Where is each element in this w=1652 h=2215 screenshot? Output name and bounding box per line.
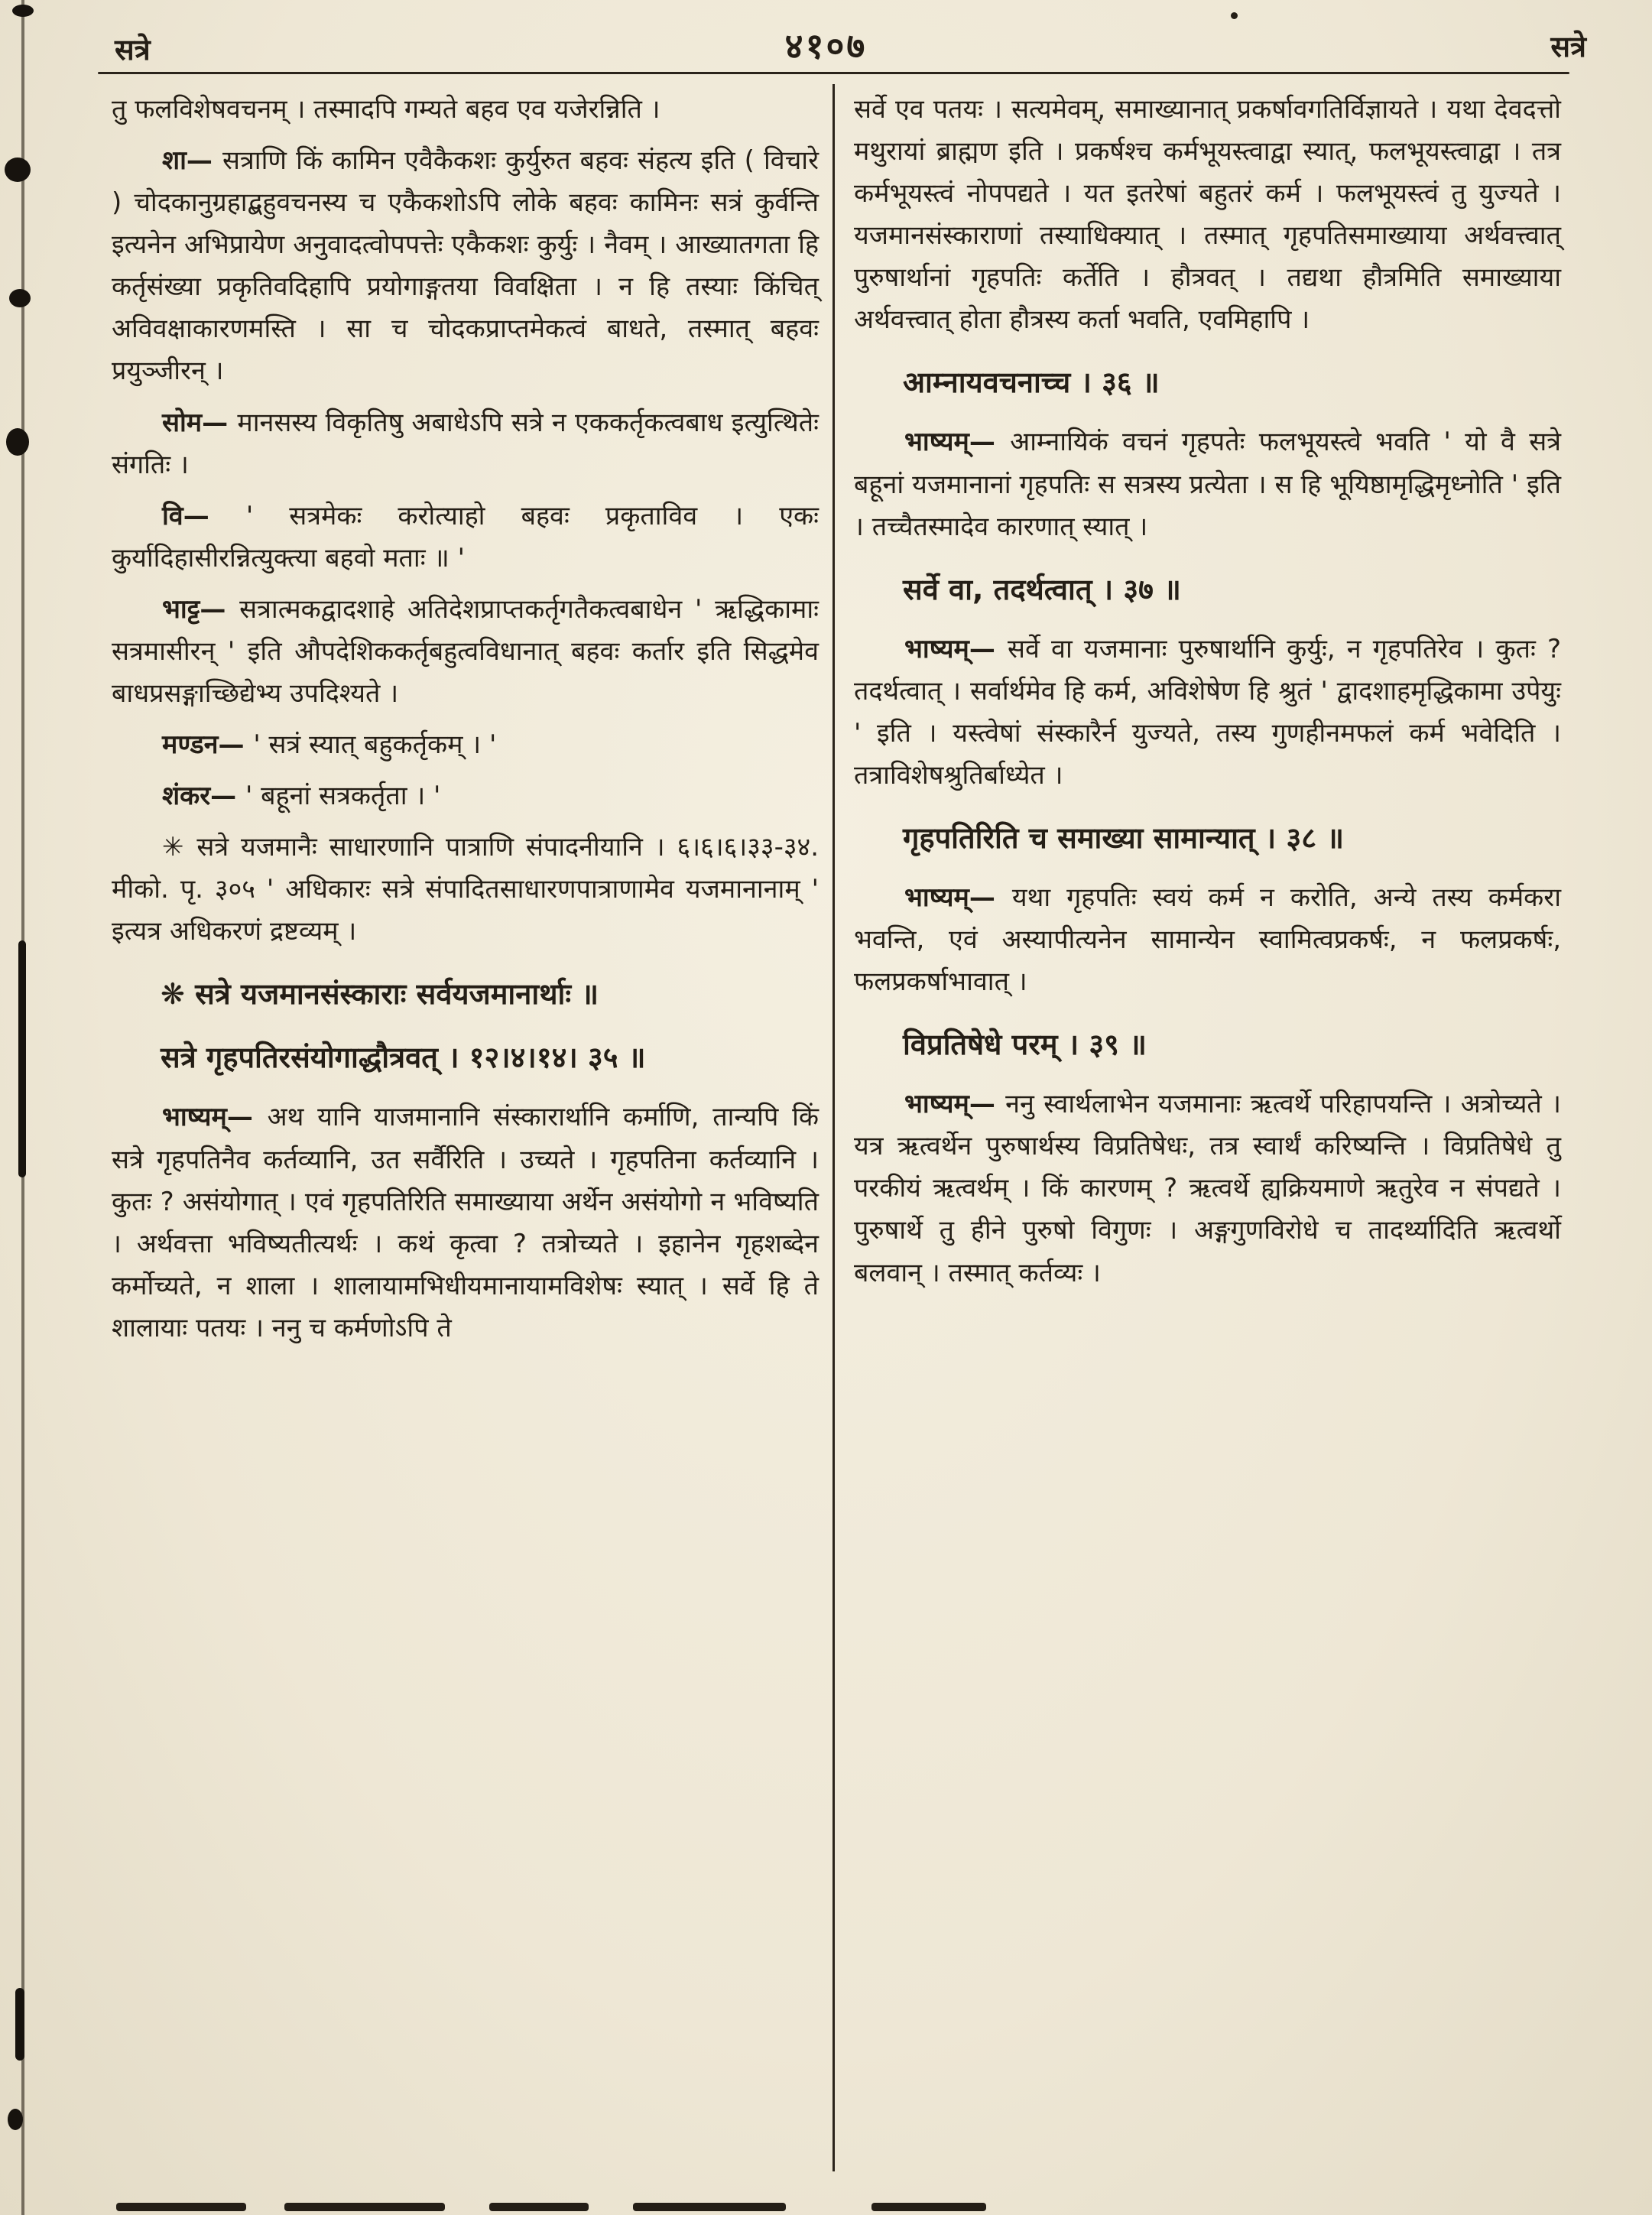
paragraph: शंकर— ' बहूनां सत्रकर्तृता । ' [162, 781, 441, 812]
paragraph: भाष्यम्— आम्नायिकं वचनं गृहपतेः फलभूयस्त्वे भवति ' यो वै सत्रे बहूनां यजमानानां गृहपतिः स सत्रस्य प्रत्येता । स हि भूयिष्ठामृद्धिमृध्नोति ' इति । तच्चैतस्मादेव कारणात् स्यात् । [854, 427, 1561, 542]
header-rule [98, 72, 1569, 74]
paragraph: भाष्यम्— सर्वे वा यजमानाः पुरुषार्थानि कुर्युः, न गृहपतिरेव । कुतः ? तदर्थत्वात् । सर्वार्थमेव हि कर्म, अविशेषेण हि श्रुतं ' द्वादशाहमृद्धिकामा उपेयुः ' इति । यस्त्वेषां संस्कारैर्न युज्यते, तस्य गुणहीनमफलं कर्म भवेदिति । तत्राविशेषश्रुतिर्बाध्येत । [854, 633, 1562, 791]
scan-artifact [8, 2109, 23, 2130]
page-body [112, 89, 1561, 1359]
scan-artifact [6, 428, 29, 456]
paragraph: तु फलविशेषवचनम् । तस्मादपि गम्यते बहव एव यजेरन्निति । [112, 94, 660, 125]
right-column [854, 89, 1561, 1359]
sutra-line: विप्रतिषेधे परम् । ३९ ॥ [903, 1028, 1147, 1062]
paragraph: सर्वे एव पतयः । सत्यमेवम्, समाख्यानात् प्रकर्षावगतिर्विज्ञायते । यथा देवदत्तो मथुरायां ब्राह्मण इति । प्रकर्षश्च कर्मभूयस्त्वाद्वा स्यात्, फलभूयस्त्वाद्वा । तत्र कर्मभूयस्त्वं नोपपद्यते । यत इतरेषां बहुतरं कर्म । फलभूयस्त्वं तु युज्यते । यजमानसंस्काराणां तस्याधिक्यात् । तस्मात् गृहपतिसमाख्याया अर्थवत्त्वात् पुरुषार्थानां गृहपतिः कर्तेति । हौत्रवत् । तद्यथा हौत्रमिति समाख्याया अर्थवत्त्वात् होता हौत्रस्य कर्ता भवति, एवमिहापि । [854, 94, 1561, 336]
cutoff-text-fragment [489, 2203, 589, 2211]
scan-artifact [1231, 12, 1238, 19]
scan-artifact [5, 158, 31, 182]
paragraph: भाष्यम्— अथ यानि याजमानानि संस्कारार्थानि कर्माणि, तान्यपि किं सत्रे गृहपतिनैव कर्तव्यानि, उत सर्वैरिति । उच्यते । गृहपतिना कर्तव्यानि । कुतः ? असंयोगात् । एवं गृहपतिरिति समाख्याया अर्थेन असंयोगो न भविष्यति । अर्थवत्ता भविष्यतीत्यर्थः । कथं कृत्वा ? तत्रोच्यते । इहानेन गृहशब्देन कर्मोच्यते, न शाला । शालायामभिधीयमानायामविशेषः स्यात् । सर्वे हि ते शालायाः पतयः । ननु च कर्मणोऽपि ते [112, 1102, 819, 1343]
speaker-label: मण्डन— [162, 729, 254, 761]
paragraph: वि— ' सत्रमेकः करोत्याहो बहवः प्रकृताविव । एकः कुर्यादिहासीरन्नित्युक्त्या बहवो मताः ॥ ' [112, 500, 819, 573]
speaker-label: ✳ [162, 832, 197, 863]
paragraph: ✳ सत्रे यजमानैः साधारणानि पात्राणि संपादनीयानि । ६।६।६।३३-३४. मीको. पृ. ३०५ ' अधिकारः सत्रे संपादितसाधारणपात्राणामेव यजमानानाम् ' इत्यत्र अधिकरणं द्रष्टव्यम् । [112, 832, 820, 947]
scan-artifact [15, 1988, 24, 2061]
left-column [112, 89, 819, 1359]
paragraph: भाष्यम्— ननु स्वार्थलाभेन यजमानाः ऋत्वर्थे परिहापयन्ति । अत्रोच्यते । यत्र ऋत्वर्थेन पुरुषार्थस्य विप्रतिषेधः, तत्र स्वार्थं करिष्यन्ति । विप्रतिषेधे तु परकीयं ऋत्वर्थम् । किं कारणम् ? ऋत्वर्थे ह्यक्रियमाणे ऋतुरेव न संपद्यते । पुरुषार्थे तु हीने पुरुषो विगुणः । अङ्गगुणविरोधे च तादर्थ्यादिति ऋत्वर्थो बलवान् । तस्मात् कर्तव्यः । [854, 1089, 1561, 1288]
speaker-label: भाट्ट— [162, 593, 240, 625]
running-head-right: सत्रे [1550, 30, 1586, 63]
speaker-label: सोम— [162, 407, 238, 438]
paragraph: भाष्यम्— यथा गृहपतिः स्वयं कर्म न करोति, अन्ये तस्य कर्मकरा भवन्ति, एवं अस्यापीत्यनेन सामान्येन स्वामित्वप्रकर्षः, न फलप्रकर्षः, फलप्रकर्षाभावात् । [854, 882, 1562, 998]
speaker-label: शंकर— [162, 781, 245, 812]
cutoff-text-fragment [284, 2203, 445, 2211]
sutra-line: सर्वे वा, तदर्थत्वात् । ३७ ॥ [903, 572, 1181, 606]
speaker-label: भाष्यम्— [904, 882, 1012, 914]
speaker-label: वि— [162, 500, 246, 531]
sutra-line: ❋ सत्रे यजमानसंस्काराः सर्वयजमानार्थाः ॥ [161, 977, 599, 1012]
sutra-line: सत्रे गृहपतिरसंयोगाद्धौत्रवत् । १२।४।१४। ३५ ॥ [161, 1041, 646, 1075]
paragraph: मण्डन— ' सत्रं स्यात् बहुकर्तृकम् । ' [162, 729, 497, 761]
paragraph: सोम— मानसस्य विकृतिषु अबाधेऽपि सत्रे न एककर्तृकत्वबाध इत्युत्थितेः संगतिः । [112, 407, 819, 480]
cutoff-text-fragment [871, 2203, 986, 2211]
speaker-label: भाष्यम्— [904, 427, 1011, 458]
speaker-label: ❋ [161, 977, 196, 1012]
cutoff-text-fragment [633, 2203, 786, 2211]
scan-artifact [9, 289, 31, 307]
paragraph: शा— सत्राणि किं कामिन एवैकैकशः कुर्युरुत बहवः संहत्य इति ( विचारे ) चोदकानुग्रहाद्बहुवचनस्य च एकैकशोऽपि लोके बहवः कामिनः सत्रं कुर्वन्ति इत्यनेन अभिप्रायेण अनुवादत्वोपपत्तेः एकैकशः कुर्युः । नैवम् । आख्यातगता हि कर्तृसंख्या प्रकृतिवदिहापि प्रयोगाङ्गतया विवक्षिता । न हि तस्याः किंचित् अविवक्षाकारणमस्ति । सा च चोदकप्राप्तमेकत्वं बाधते, तस्मात् बहवः प्रयुञ्जीरन् । [112, 145, 819, 387]
scan-artifact [18, 940, 26, 1177]
speaker-label: भाष्यम्— [162, 1102, 268, 1133]
sutra-line: आम्नायवचनाच्च । ३६ ॥ [903, 365, 1160, 400]
cutoff-text-fragment [116, 2203, 246, 2211]
speaker-label: भाष्यम्— [904, 1089, 1006, 1120]
running-head-left: सत्रे [115, 33, 151, 67]
paragraph: भाट्ट— सत्रात्मकद्वादशाहे अतिदेशप्राप्तकर्तृगतैकत्वबाधेन ' ऋद्धिकामाः सत्रमासीरन् ' इति औपदेशिककर्तृबहुत्वविधानात् बहवः कर्तार इति सिद्धमेव बाधप्रसङ्गाच्छिद्येभ्य उपदिश्यते । [112, 593, 820, 710]
speaker-label: भाष्यम्— [904, 633, 1008, 664]
scan-artifact [12, 5, 34, 17]
page-number: ४१०७ [784, 25, 868, 67]
sutra-line: गृहपतिरिति च समाख्या सामान्यात् । ३८ ॥ [903, 821, 1344, 856]
speaker-label: शा— [162, 145, 223, 177]
